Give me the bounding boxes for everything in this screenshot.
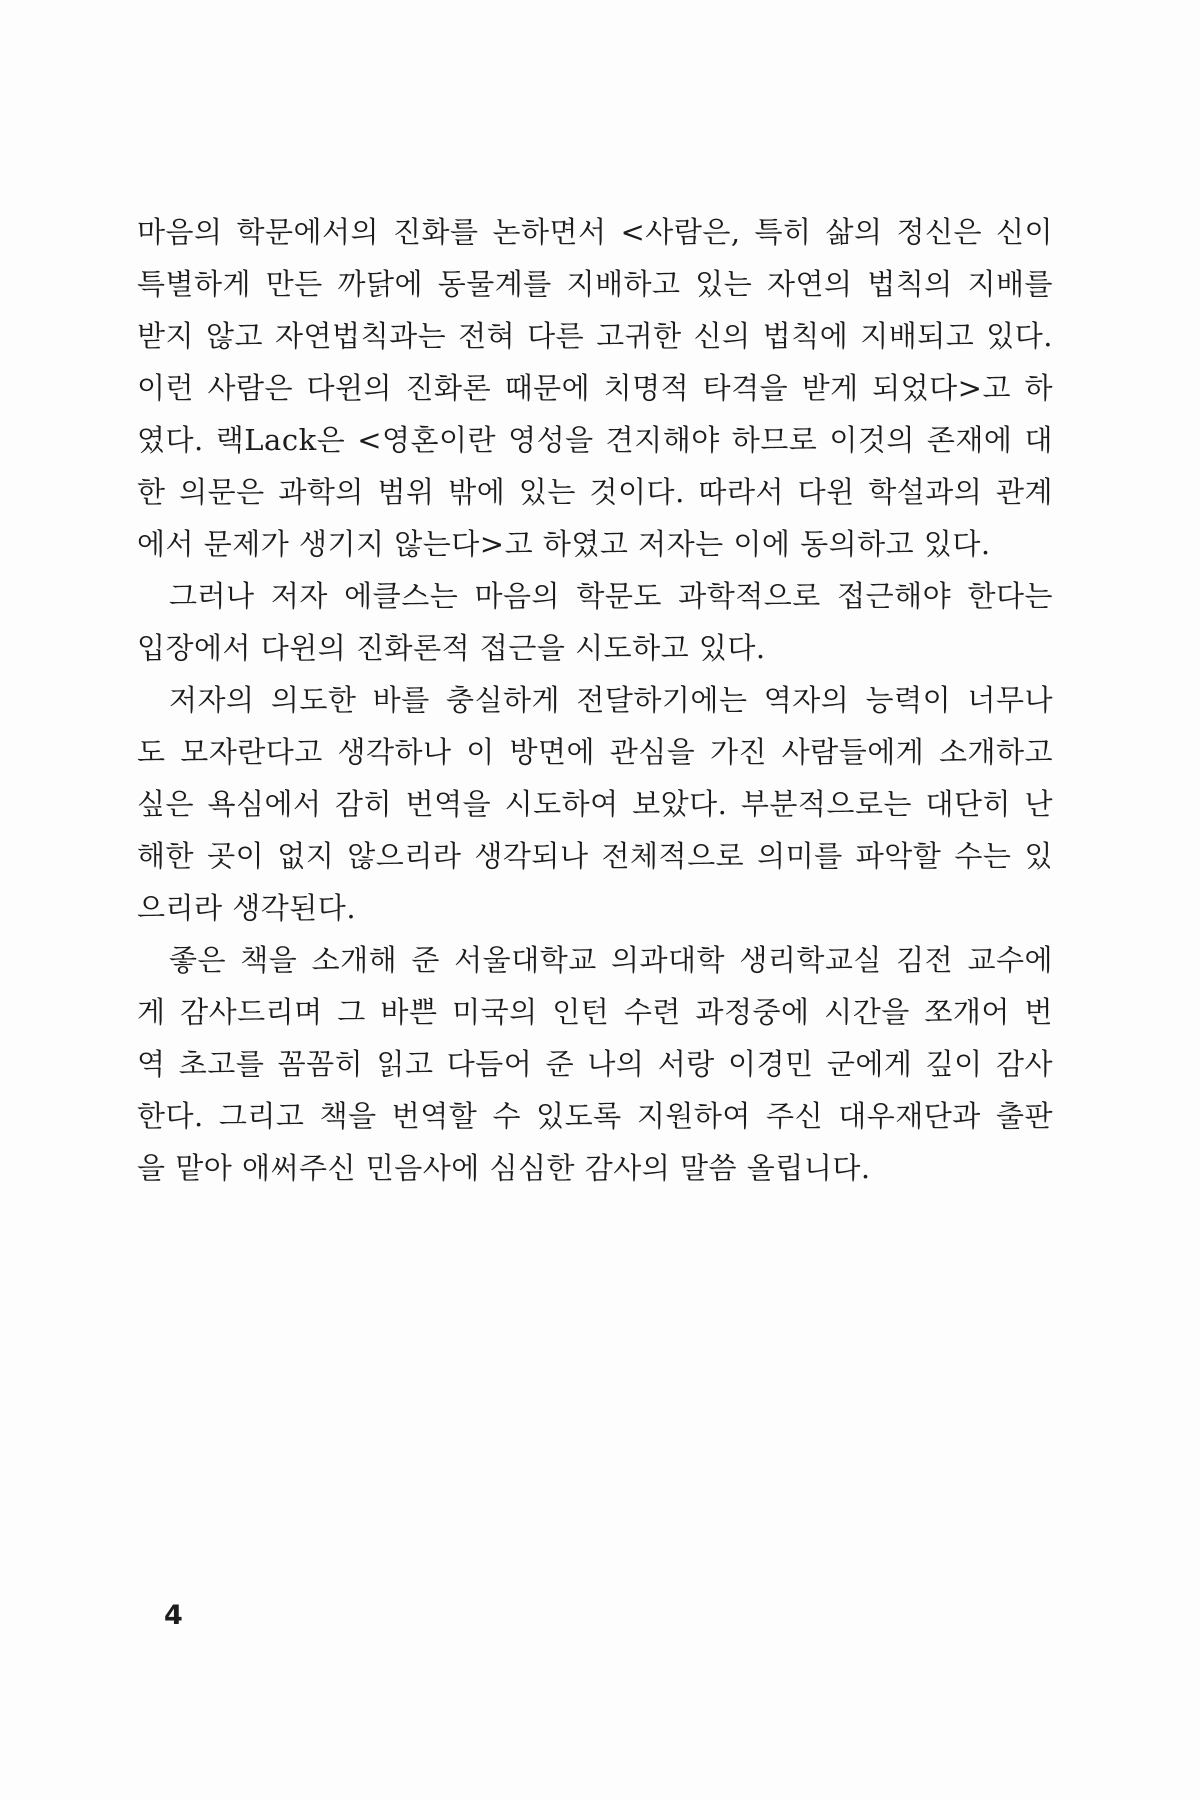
text-line: 에서 문제가 생기지 않는다>고 하였고 저자는 이에 동의하고 있다. <box>137 527 991 561</box>
text-line: 한다. 그리고 책을 번역할 수 있도록 지원하여 주신 대우재단과 출판 <box>137 1099 1053 1133</box>
text-line: 받지 않고 자연법칙과는 전혀 다른 고귀한 신의 법칙에 지배되고 있다. <box>137 319 1053 353</box>
page-number: 4 <box>164 1600 183 1631</box>
text-line: 한 의문은 과학의 범위 밖에 있는 것이다. 따라서 다윈 학설과의 관계 <box>137 475 1053 509</box>
text-line: 마음의 학문에서의 진화를 논하면서 <사람은, 특히 삶의 정신은 신이 <box>137 215 1053 249</box>
text-line: 저자의 의도한 바를 충실하게 전달하기에는 역자의 능력이 너무나 <box>169 683 1053 717</box>
text-line: 게 감사드리며 그 바쁜 미국의 인턴 수련 과정중에 시간을 쪼개어 번 <box>137 995 1053 1029</box>
text-line: 해한 곳이 없지 않으리라 생각되나 전체적으로 의미를 파악할 수는 있 <box>137 839 1053 873</box>
text-line: 그러나 저자 에클스는 마음의 학문도 과학적으로 접근해야 한다는 <box>169 579 1053 613</box>
text-line: 입장에서 다윈의 진화론적 접근을 시도하고 있다. <box>137 631 766 665</box>
text-line: 좋은 책을 소개해 준 서울대학교 의과대학 생리학교실 김전 교수에 <box>169 943 1053 977</box>
text-line: 을 맡아 애써주신 민음사에 심심한 감사의 말씀 올립니다. <box>137 1151 871 1185</box>
text-line: 싶은 욕심에서 감히 번역을 시도하여 보았다. 부분적으로는 대단히 난 <box>137 787 1053 821</box>
text-line: 이런 사람은 다윈의 진화론 때문에 치명적 타격을 받게 되었다>고 하 <box>137 371 1053 405</box>
text-line: 특별하게 만든 까닭에 동물계를 지배하고 있는 자연의 법칙의 지배를 <box>137 267 1053 301</box>
text-line: 였다. 랙Lack은 <영혼이란 영성을 견지해야 하므로 이것의 존재에 대 <box>137 423 1053 457</box>
text-line: 도 모자란다고 생각하나 이 방면에 관심을 가진 사람들에게 소개하고 <box>137 735 1053 769</box>
text-line: 역 초고를 꼼꼼히 읽고 다듬어 준 나의 서랑 이경민 군에게 깊이 감사 <box>137 1047 1053 1081</box>
body-text <box>137 206 1053 1194</box>
text-line: 으리라 생각된다. <box>137 891 357 925</box>
